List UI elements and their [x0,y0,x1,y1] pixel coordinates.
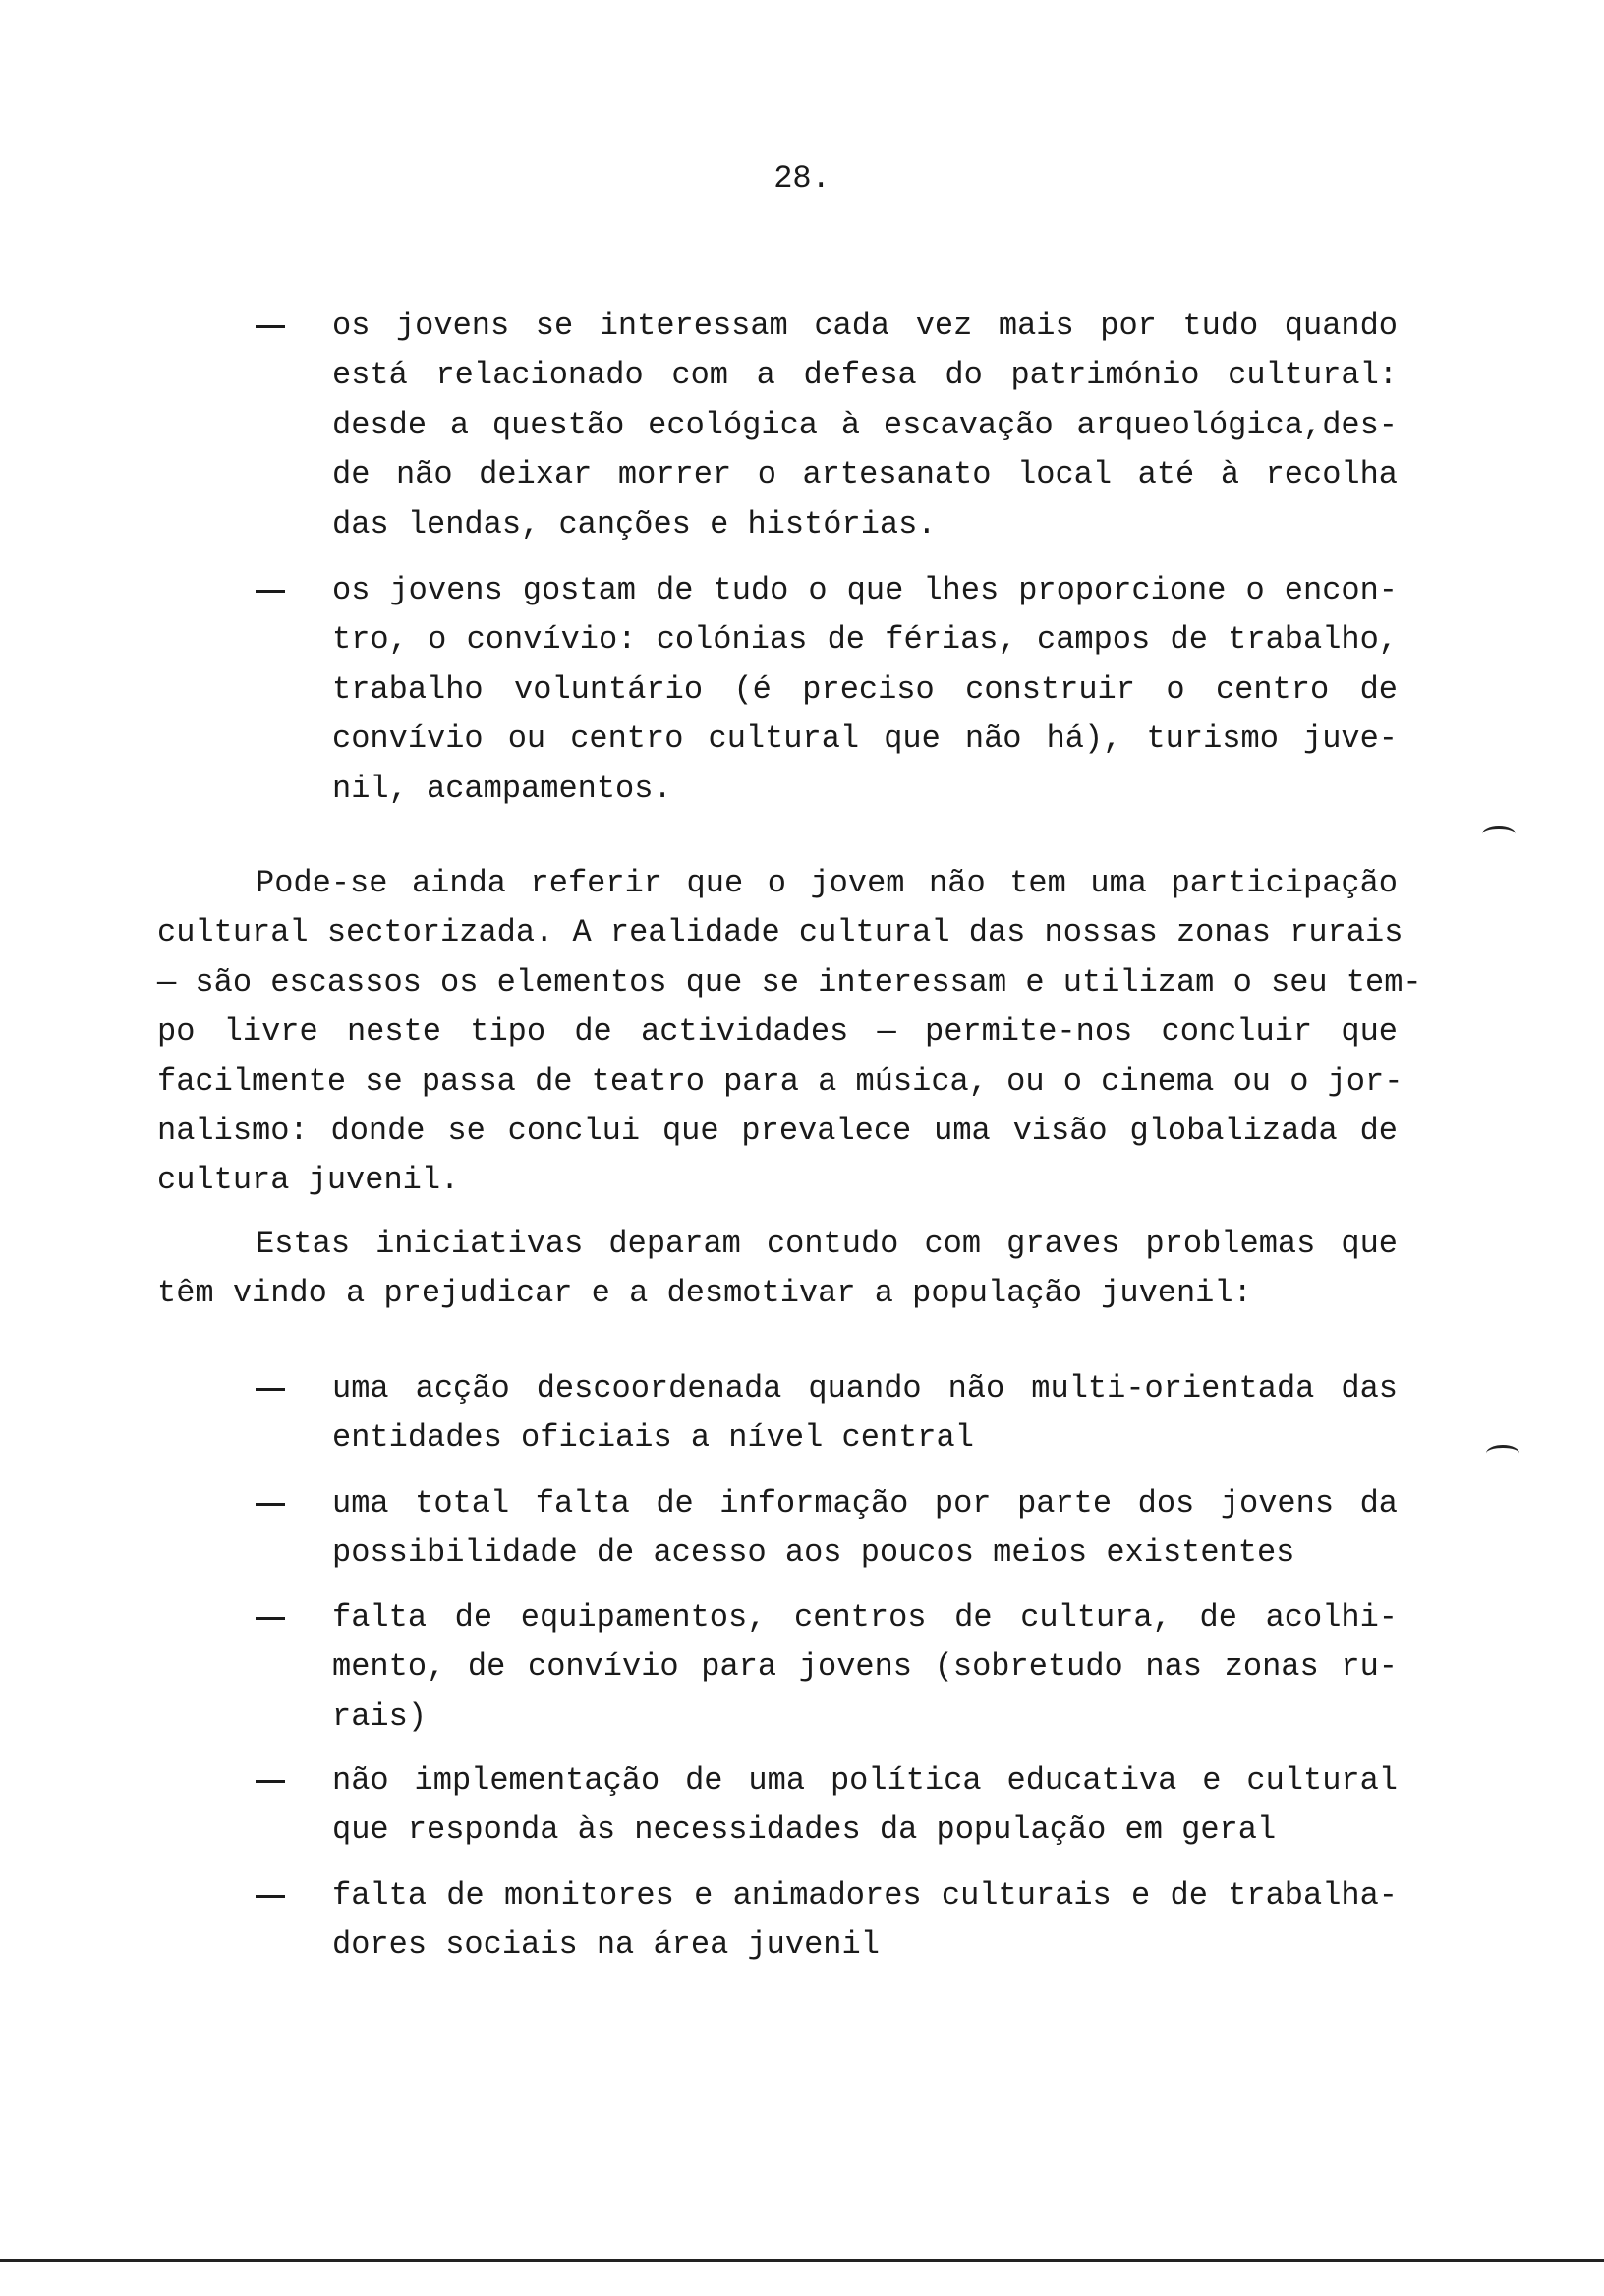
dash-bullet-icon [256,590,285,593]
text-line: uma acção descoordenada quando não multi-orientada das [332,1370,1398,1406]
bullet-item [332,1871,1398,1971]
bullet-item [332,1364,1398,1464]
text-line: cultura juvenil. [157,1162,460,1199]
text-line: têm vindo a prejudicar e a desmotivar a população juvenil: [157,1275,1252,1312]
dash-bullet-icon [256,1388,285,1391]
text-line: facilmente se passa de teatro para a música, ou o cinema ou o jor- [157,1062,1404,1100]
text-line: que responda às necessidades da população em geral [332,1811,1277,1849]
text-line: os jovens gostam de tudo o que lhes proporcione o encon- [332,572,1398,608]
text-line: mento, de convívio para jovens (sobretudo nas zonas ru- [332,1648,1398,1686]
dash-bullet-icon [256,1780,285,1783]
text-line: falta de monitores e animadores culturais e de trabalha- [332,1877,1398,1914]
text-line: falta de equipamentos, centros de cultura, de acolhi- [332,1599,1398,1636]
dash-bullet-icon [256,1503,285,1506]
text-line: os jovens se interessam cada vez mais por tudo quando [332,308,1398,344]
text-line: dores sociais na área juvenil [332,1926,880,1964]
text-line: está relacionado com a defesa do património cultural: [332,357,1398,394]
text-line: Pode-se ainda referir que o jovem não tem uma participação [256,865,1398,901]
text-line: desde a questão ecológica à escavação arqueológica,des- [332,406,1398,443]
text-line: rais) [332,1697,428,1735]
text-line: tro, o convívio: colónias de férias, campos de trabalho, [332,621,1398,659]
paragraph [157,859,1422,1206]
text-line: possibilidade de acesso aos poucos meios existentes [332,1534,1295,1572]
text-line: po livre neste tipo de actividades — permite-nos concluir que [157,1013,1398,1051]
text-line: Estas iniciativas deparam contudo com graves problemas que [256,1226,1398,1262]
margin-mark [1486,1445,1519,1462]
text-line: uma total falta de informação por parte dos jovens da [332,1485,1398,1521]
text-line: trabalho voluntário (é preciso construir o centro de [332,670,1398,708]
bottom-rule [0,2259,1604,2262]
bullet-item [332,566,1398,814]
text-line: de não deixar morrer o artesanato local até à recolha [332,456,1398,493]
bullet-item [332,1756,1398,1856]
paragraph [157,1220,1398,1319]
dash-bullet-icon [256,325,285,328]
bullet-item [332,302,1398,549]
text-line: cultural sectorizada. A realidade cultural das nossas zonas rurais [157,914,1404,951]
text-line: nil, acampamentos. [332,770,672,807]
margin-mark [1482,826,1516,842]
text-line: não implementação de uma política educativa e cultural [332,1762,1398,1799]
page-number: 28. [773,160,831,197]
text-line: entidades oficiais a nível central [332,1419,974,1457]
bullet-item [332,1479,1398,1578]
text-line: nalismo: donde se conclui que prevalece uma visão globalizada de [157,1112,1398,1149]
bullet-item [332,1593,1398,1742]
text-line: — são escassos os elementos que se interessam e utilizam o seu tem- [157,963,1422,1001]
text-line: das lendas, canções e histórias. [332,505,937,543]
text-line: convívio ou centro cultural que não há), turismo juve- [332,720,1398,758]
dash-bullet-icon [256,1895,285,1898]
dash-bullet-icon [256,1617,285,1620]
